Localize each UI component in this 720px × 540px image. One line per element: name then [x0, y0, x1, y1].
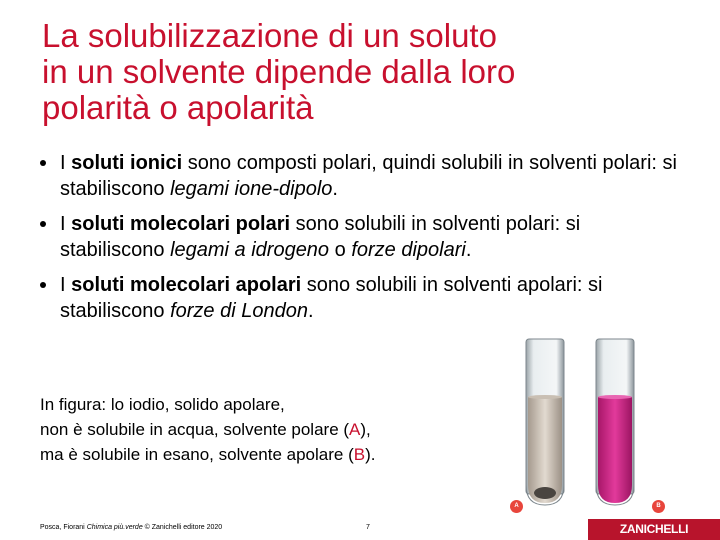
caption-label-b: B [353, 445, 366, 464]
bullet-bold-term: soluti molecolari apolari [71, 274, 302, 296]
caption-line-2 [40, 417, 500, 442]
caption-text: ma è solubile in esano, solvente apolare ( [40, 445, 354, 464]
bullet-item-apolar [40, 272, 680, 324]
bullet-text: . [465, 239, 472, 261]
bullet-dot-icon [40, 221, 46, 227]
caption-text: ), [360, 420, 371, 439]
test-tubes-figure [514, 335, 670, 515]
bullet-dot-icon [40, 160, 46, 166]
figure-caption [40, 392, 500, 467]
caption-text: non è solubile in acqua, solvente polare ( [40, 420, 350, 439]
bullet-text: I [60, 274, 72, 296]
page-number: 7 [366, 524, 370, 531]
footer-book-title: Chimica più.verde [86, 524, 143, 531]
tube-a-label: A [510, 500, 523, 513]
footer-authors: Posca, Fiorani [40, 524, 87, 531]
title-line-3: polarità o apolarità [42, 89, 314, 126]
publisher-logo: ZANICHELLI [588, 519, 720, 540]
test-tube-b [596, 339, 634, 505]
bullet-dot-icon [40, 282, 46, 288]
tube-b-label: B [652, 500, 665, 513]
footer-credits [40, 524, 222, 531]
bullet-italic-term: legami ione-dipolo [170, 178, 333, 200]
bullet-text: I [60, 213, 72, 235]
caption-line-3 [40, 442, 500, 467]
slide-title [42, 18, 682, 126]
bullet-italic-term: forze dipolari [351, 239, 466, 261]
bullet-item-ionic [40, 150, 680, 202]
bullet-item-polar [40, 211, 680, 263]
bullet-bold-term: soluti molecolari polari [71, 213, 291, 235]
title-line-2: in un solvente dipende dalla loro [42, 53, 516, 90]
footer-rights: © Zanichelli editore 2020 [142, 524, 223, 531]
test-tubes-illustration [520, 335, 670, 515]
bullet-list [40, 150, 680, 333]
bullet-text: I [60, 152, 72, 174]
test-tube-a [526, 339, 564, 505]
bullet-text: sono solubili in solventi polari: si stabiliscono [60, 213, 581, 261]
bullet-text: sono solubili in solventi apolari: si stabiliscono [60, 274, 603, 322]
caption-label-a: A [349, 420, 361, 439]
caption-line-1: In figura: lo iodio, solido apolare, [40, 395, 285, 414]
caption-text: ). [365, 445, 376, 464]
bullet-italic-term: legami a idrogeno [170, 239, 330, 261]
bullet-text: . [332, 178, 338, 200]
bullet-text: o [329, 239, 352, 261]
bullet-text: . [307, 300, 314, 322]
bullet-bold-term: soluti ionici [71, 152, 183, 174]
title-line-1: La solubilizzazione di un soluto [42, 17, 497, 54]
bullet-text: sono composti polari, quindi solubili in solventi polari: si stabiliscono [60, 152, 677, 200]
bullet-italic-term: forze di London [170, 300, 308, 322]
